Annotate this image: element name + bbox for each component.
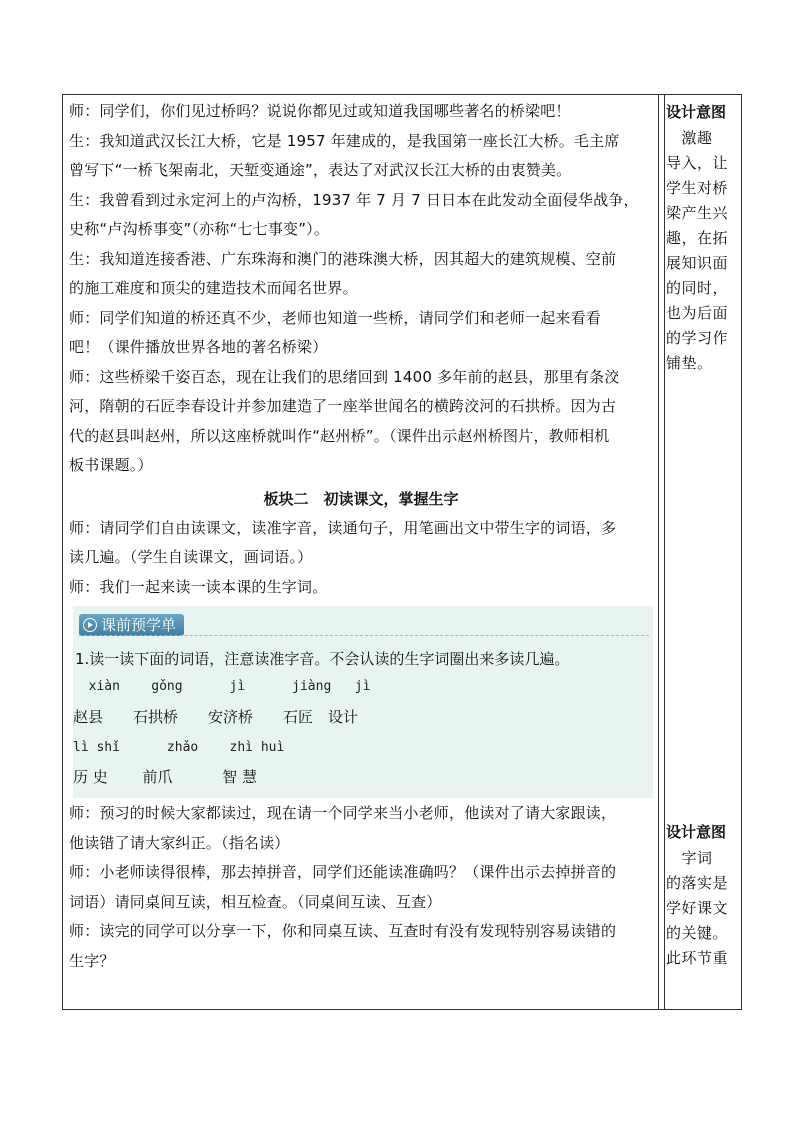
intro-dialogue [69, 97, 653, 481]
dialogue-line: 师：同学们知道的桥还真不少，老师也知道一些桥，请同学们和老师一起来看看 [69, 308, 602, 327]
design-intent-title: 设计意图 [666, 103, 727, 121]
dialogue-line: 生：我曾看到过永定河上的卢沟桥，1937 年 7 月 7 日日本在此发动全面侵华战争， [69, 190, 639, 209]
prestudy-badge-label: 课前预学单 [101, 616, 177, 634]
design-intent-line: 的落实是 [666, 874, 729, 892]
design-intent-line: 的学习作 [666, 329, 729, 347]
dialogue-line: 河，隋朝的石匠李春设计并参加建造了一座举世闻名的横跨洨河的石拱桥。因为古 [69, 397, 617, 415]
design-intent-line: 展知识面 [666, 254, 729, 272]
dialogue-line: 师：读完的同学可以分享一下，你和同桌互读、互查时有没有发现特别容易读错的 [69, 922, 617, 940]
word-row: 历 史 前爪 智 慧 [73, 768, 258, 786]
dialogue-line: 他读错了请大家纠正。（指名读） [69, 833, 290, 852]
dialogue-line: 史称“卢沟桥事变”（亦称“七七事变”）。 [69, 220, 330, 238]
dialogue-line: 师：预习的时候大家都读过，现在请一个同学来当小老师，他读对了请大家跟读， [69, 804, 617, 822]
dialogue-line: 师：小老师读得很棒，那去掉拼音，同学们还能读准确吗？（课件出示去掉拼音的 [69, 863, 617, 881]
prestudy-worksheet [73, 606, 653, 798]
dialogue-line: 词语）请同桌间互读，相互检查。（同桌间互读、互查） [69, 892, 442, 911]
lesson-plan-table [62, 94, 742, 1010]
design-intent-line: 激趣 [666, 129, 713, 147]
dialogue-line: 读几遍。（学生自读课文，画词语。） [69, 548, 313, 566]
lesson-content [69, 95, 653, 976]
dialogue-line: 师：这些桥梁千姿百态，现在让我们的思绪回到 1400 多年前的赵县，那里有条洨 [69, 367, 620, 386]
design-intent-2 [666, 818, 738, 971]
dialogue-line: 师：我们一起来读一读本课的生字词。 [69, 577, 328, 596]
design-intent-line: 铺垫。 [666, 354, 713, 372]
dialogue-line: 生：我知道连接香港、广东珠海和澳门的港珠澳大桥，因其超大的建筑规模、空前 [69, 249, 617, 268]
reading-dialogue [69, 514, 653, 603]
column-divider [664, 95, 665, 1009]
design-intent-title: 设计意图 [666, 823, 727, 841]
badge-divider [79, 635, 649, 636]
design-intent-line: 学好课文 [666, 899, 729, 917]
followup-dialogue [69, 799, 653, 976]
design-intent-line: 趣，在拓 [666, 229, 729, 247]
pinyin-row: xiàn gǒng jì jiàng jì [73, 679, 371, 694]
dialogue-line: 生字？ [69, 951, 115, 970]
design-intent-line: 导入，让 [666, 154, 729, 172]
design-intent-line: 的同时， [666, 279, 729, 297]
section-heading: 板块二 初读课文，掌握生字 [263, 489, 459, 508]
dialogue-line: 曾写下“一桥飞架南北，天堑变通途”，表达了对武汉长江大桥的由衷赞美。 [69, 161, 572, 179]
prestudy-badge [79, 614, 184, 636]
design-intent-line: 梁产生兴 [666, 204, 729, 222]
design-intent-line: 的关键。 [666, 924, 729, 942]
pinyin-row: lì shǐ zhǎo zhì huì [73, 740, 285, 755]
play-icon [83, 618, 97, 632]
prestudy-instruction: 1.读一读下面的词语，注意读准字音。不会认读的生字词圈出来多读几遍。 [75, 650, 570, 668]
design-intent-1 [666, 98, 738, 376]
dialogue-line: 的施工难度和顶尖的建造技术而闻名世界。 [69, 279, 358, 297]
design-intent-line: 字词 [666, 849, 713, 867]
dialogue-line: 板书课题。） [69, 456, 153, 474]
design-intent-line: 也为后面 [666, 304, 729, 322]
word-row: 赵县 石拱桥 安济桥 石匠 设计 [73, 708, 359, 726]
column-divider [658, 95, 659, 1009]
dialogue-line: 吧！（课件播放世界各地的著名桥梁） [69, 338, 328, 356]
dialogue-line: 师：同学们，你们见过桥吗？说说你都见过或知道我国哪些著名的桥梁吧！ [69, 102, 571, 120]
dialogue-line: 生：我知道武汉长江大桥，它是 1957 年建成的，是我国第一座长江大桥。毛主席 [69, 131, 620, 150]
dialogue-line: 代的赵县叫赵州，所以这座桥就叫作“赵州桥”。（课件出示赵州桥图片，教师相机 [69, 426, 610, 445]
dialogue-line: 师：请同学们自由读课文，读准字音，读通句子，用笔画出文中带生字的词语，多 [69, 518, 617, 537]
design-intent-line: 此环节重 [666, 949, 729, 967]
design-intent-line: 学生对桥 [666, 179, 729, 197]
